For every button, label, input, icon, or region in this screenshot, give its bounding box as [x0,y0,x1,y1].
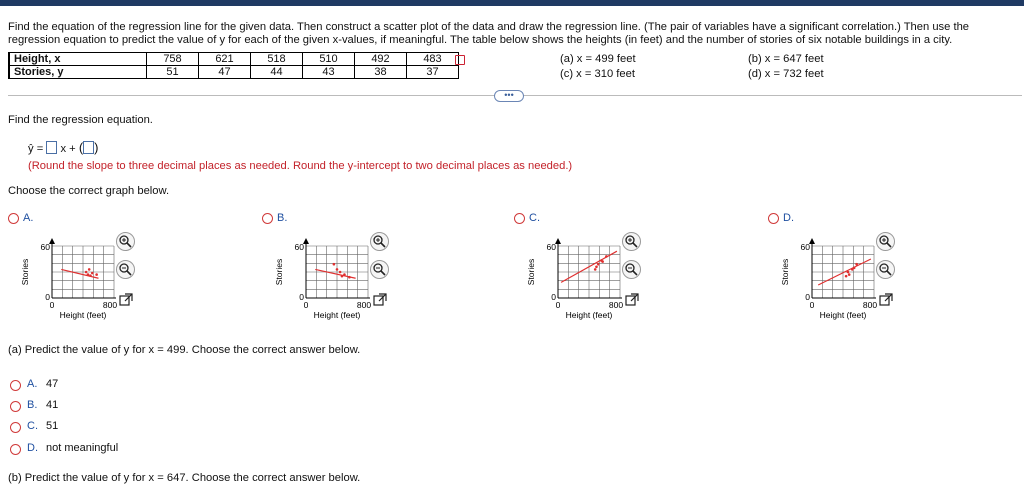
data-point [339,271,342,274]
row-label-height: Height, x [10,53,147,66]
data-point [343,273,346,276]
given-x-b: (b) x = 647 feet [748,53,824,65]
part-a-option-b-letter[interactable]: B. [27,399,38,411]
more-button[interactable]: ••• [494,90,524,102]
data-point [88,268,91,271]
data-point [845,275,848,278]
regression-equation: ŷ = x + ( ) [28,140,99,155]
part-a-option-c-radio[interactable] [10,422,21,433]
data-point [348,276,351,279]
open-external-icon[interactable] [879,293,893,311]
table-row-height [10,53,458,66]
y-tick-label: 60 [546,242,556,252]
y-axis-label: Stories [526,258,536,286]
x-tick-label: 800 [862,300,878,310]
graph-option-b-label[interactable]: B. [277,212,288,224]
data-point [341,275,344,278]
graph-prompt: Choose the correct graph below. [8,185,170,197]
open-external-icon[interactable] [119,293,133,311]
graph-option-d-radio[interactable] [768,213,779,224]
height-cell: 758 [147,53,199,66]
x-axis-label: Height (feet) [313,310,361,320]
part-b-question: (b) Predict the value of y for x = 647. Choose the correct answer below. [8,472,361,484]
stories-cell: 43 [303,66,355,79]
graph-option-a-radio[interactable] [8,213,19,224]
part-a-option-d-text[interactable]: not meaningful [46,442,119,454]
part-a-option-a-letter[interactable]: A. [27,378,38,390]
y-tick-label: 0 [805,292,810,302]
data-point [333,263,336,266]
x-tick-label: 0 [303,300,309,310]
slope-input[interactable] [46,141,57,154]
height-cell: 492 [355,53,407,66]
top-banner [0,0,1024,6]
x-tick-label: 800 [102,300,118,310]
given-x-a: (a) x = 499 feet [560,53,636,65]
x-tick-label: 0 [555,300,561,310]
y-tick-label: 60 [294,242,304,252]
y-axis-label: Stories [780,258,790,286]
part-a-question: (a) Predict the value of y for x = 499. Choose the correct answer below. [8,344,361,356]
y-tick-label: 60 [800,242,810,252]
intro-line-2: regression equation to predict the value of y for each of the given x-values, if meaningful. The table below shows the heights (in feet) and the number of stories of six notable buildings in a city. [8,34,953,46]
data-point [89,274,92,277]
stories-cell: 37 [407,66,459,79]
graph-option-c-radio[interactable] [514,213,525,224]
data-point [848,273,851,276]
x-tick-label: 0 [809,300,815,310]
data-point [595,266,598,269]
graph-option-b-radio[interactable] [262,213,273,224]
y-axis-label: Stories [20,258,30,286]
row-label-stories: Stories, y [14,66,64,78]
height-cell: 621 [199,53,251,66]
scatter-plot-b [274,228,384,320]
x-axis-label: Height (feet) [565,310,613,320]
stories-cell: 44 [251,66,303,79]
scatter-plot-a [20,228,130,320]
stories-cell: 47 [199,66,251,79]
x-plus-label: x + [60,143,76,155]
scatter-plot-c [526,228,636,320]
data-point [594,268,597,271]
height-cell: 510 [303,53,355,66]
part-a-option-b-text[interactable]: 41 [46,399,59,411]
part-a-option-d-radio[interactable] [10,444,21,455]
height-cell: 483 [407,53,459,66]
zoom-in-icon[interactable] [116,232,135,251]
data-point [605,255,608,258]
data-point [853,267,856,270]
data-point [336,268,339,271]
x-tick-label: 800 [608,300,624,310]
stories-cell: 38 [355,66,407,79]
x-axis-label: Height (feet) [59,310,107,320]
open-external-icon[interactable] [625,293,639,311]
zoom-out-icon[interactable] [876,260,895,279]
part-a-option-a-text[interactable]: 47 [46,378,59,390]
table-row-stories [10,66,458,79]
data-point [95,273,98,276]
data-point [91,272,94,275]
intercept-input[interactable] [83,141,94,154]
part-a-option-c-letter[interactable]: C. [27,420,38,432]
part-a-option-c-text[interactable]: 51 [46,420,59,432]
data-point [855,263,858,266]
given-x-c: (c) x = 310 feet [560,68,635,80]
zoom-out-icon[interactable] [622,260,641,279]
zoom-in-icon[interactable] [622,232,641,251]
zoom-in-icon[interactable] [876,232,895,251]
y-tick-label: 0 [551,292,556,302]
graph-option-c-label[interactable]: C. [529,212,540,224]
yhat-label: ŷ = [28,143,44,155]
stories-cell: 51 [147,66,199,79]
data-point [847,271,850,274]
data-point [85,271,88,274]
x-tick-label: 800 [356,300,372,310]
y-tick-label: 0 [45,292,50,302]
regression-prompt: Find the regression equation. [8,114,153,126]
open-external-icon[interactable] [373,293,387,311]
given-x-d: (d) x = 732 feet [748,68,824,80]
y-axis-label: Stories [274,258,284,286]
scatter-plot-d [780,228,890,320]
rounding-hint: (Round the slope to three decimal places as needed. Round the y-intercept to two decimal places as needed.) [28,160,573,172]
height-cell: 518 [251,53,303,66]
graph-option-a-label[interactable]: A. [23,212,34,224]
data-point [600,259,603,262]
zoom-in-icon[interactable] [370,232,389,251]
part-a-option-b-radio[interactable] [10,401,21,412]
copy-table-icon[interactable] [455,55,465,65]
y-tick-label: 0 [299,292,304,302]
part-a-option-d-letter[interactable]: D. [27,442,38,454]
x-tick-label: 0 [49,300,55,310]
data-point [597,263,600,266]
zoom-out-icon[interactable] [370,260,389,279]
x-axis-label: Height (feet) [819,310,867,320]
data-table [8,52,459,79]
graph-option-d-label[interactable]: D. [783,212,794,224]
part-a-option-a-radio[interactable] [10,380,21,391]
zoom-out-icon[interactable] [116,260,135,279]
data-point [87,273,90,276]
intro-line-1: Find the equation of the regression line for the given data. Then construct a scatter plot of the data and draw the regression line. (The pair of variables have a significant correlation.) Then use the [8,21,970,33]
y-tick-label: 60 [40,242,50,252]
